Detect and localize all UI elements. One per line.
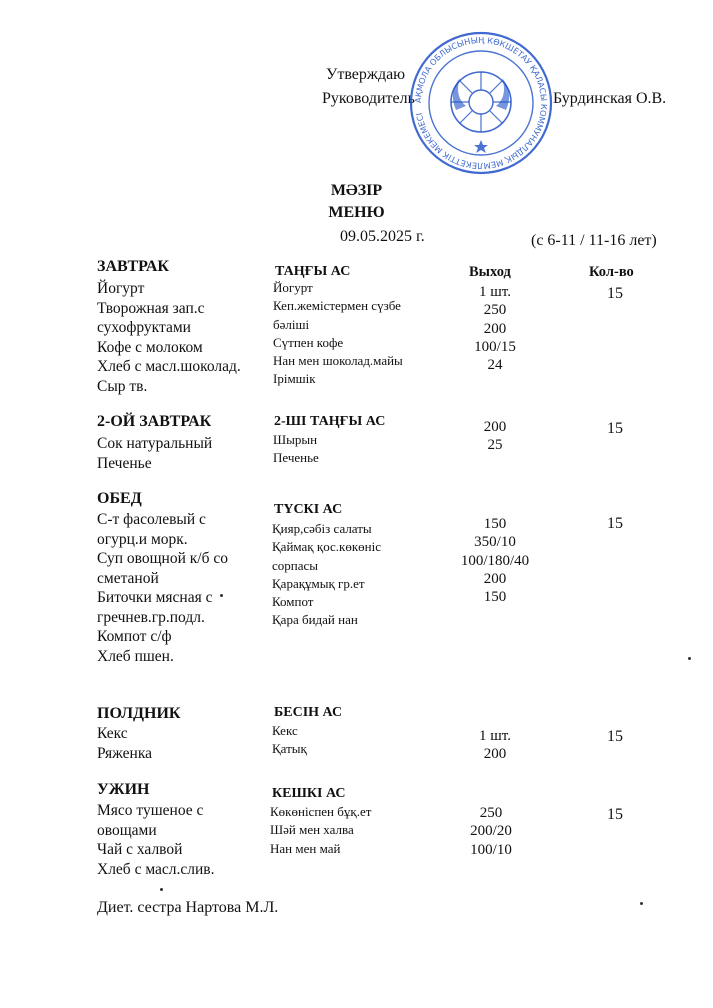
list-item: гречнев.гр.подл. (97, 608, 205, 626)
title-ru: МЕНЮ (328, 204, 385, 221)
list-item: Кекс (97, 725, 128, 742)
list-item: сорпасы (272, 557, 319, 573)
list-item: Хлеб пшен. (97, 647, 174, 665)
meal-kz-items (272, 520, 381, 630)
meal-ru-title: ОБЕД (97, 490, 142, 507)
list-item: Сүтпен кофе (273, 334, 344, 350)
output-value: 150 (483, 589, 507, 606)
meal-kz-title: ТҮСКІ АС (274, 502, 343, 517)
meal-kz-title: 2-ШІ ТАҢҒЫ АС (274, 414, 386, 429)
meal-qty: 15 (607, 515, 623, 532)
output-value: 25 (487, 437, 503, 454)
age-group: (с 6-11 / 11-16 лет) (531, 232, 657, 249)
footer-signature: Диет. сестра Нартова М.Л. (97, 899, 279, 916)
meal-outputs (445, 418, 545, 455)
scan-speck (640, 902, 643, 905)
list-item: Йогурт (273, 280, 313, 295)
output-value: 24 (487, 357, 503, 374)
meal-ru-items (97, 434, 212, 473)
list-item: Кофе с молоком (97, 338, 203, 356)
list-item: бәліші (273, 316, 310, 332)
meal-ru-items (97, 510, 228, 666)
list-item: Компот с/ф (97, 628, 172, 645)
list-item: С-т фасолевый с (97, 511, 206, 528)
approval-name: Бурдинская О.В. (553, 90, 667, 107)
meal-outputs (445, 283, 545, 374)
list-item: Көкөніспен бұқ.ет (270, 804, 372, 819)
output-value: 200 (483, 419, 507, 435)
list-item: Қияр,сәбіз салаты (272, 521, 372, 536)
scan-speck (160, 888, 163, 891)
list-item: Биточки мясная с (97, 589, 213, 606)
official-stamp (408, 30, 554, 176)
output-value: 100/180/40 (460, 552, 530, 569)
meal-kz-items (270, 803, 371, 858)
list-item: Қара бидай нан (272, 612, 358, 628)
meal-ru-title: 2-ОЙ ЗАВТРАК (97, 413, 212, 430)
output-value: 100/15 (474, 338, 516, 355)
meal-kz-items (273, 431, 319, 468)
meal-outputs (445, 515, 545, 606)
list-item: Қатық (272, 741, 307, 757)
approval-line2: Руководитель (322, 90, 415, 107)
list-item: Творожная зап.с (97, 299, 205, 317)
list-item: Хлеб с масл.слив. (97, 860, 215, 878)
list-item: огурц.и морк. (97, 530, 188, 548)
meal-qty: 15 (607, 806, 623, 823)
list-item: Кекс (272, 723, 298, 738)
column-output-header: Выход (469, 264, 511, 280)
output-value: 150 (483, 516, 507, 532)
list-item: сметаной (97, 569, 159, 587)
list-item: сухофруктами (97, 319, 191, 336)
output-value: 200/20 (470, 823, 512, 840)
list-item: Шырын (273, 432, 318, 447)
list-item: Сыр тв. (97, 377, 148, 395)
list-item: Қарақұмық гр.ет (272, 575, 365, 591)
output-value: 250 (483, 302, 507, 319)
meal-ru-title: ПОЛДНИК (97, 705, 181, 722)
list-item: Шәй мен халва (270, 822, 354, 838)
list-item: Печенье (97, 454, 152, 472)
stamp-seal-icon (408, 30, 554, 176)
list-item: Суп овощной к/б со (97, 550, 228, 567)
meal-ru-items (97, 801, 215, 879)
list-item: Нан мен май (270, 840, 341, 856)
list-item: Ірімшік (273, 371, 316, 387)
list-item: Чай с халвой (97, 841, 183, 858)
meal-kz-items (272, 722, 307, 759)
scan-speck (220, 594, 223, 597)
list-item: Печенье (273, 450, 319, 466)
meal-ru-title: ЗАВТРАК (97, 258, 170, 275)
column-qty-header: Кол-во (589, 264, 634, 280)
list-item: Сок натуральный (97, 435, 213, 452)
list-item: Компот (272, 594, 314, 610)
list-item: Кеп.жемістермен сүзбе (273, 298, 401, 314)
meal-qty: 15 (607, 728, 623, 745)
output-value: 100/10 (470, 841, 512, 858)
list-item: Ряженка (97, 744, 153, 762)
meal-ru-items (97, 724, 152, 763)
list-item: овощами (97, 821, 157, 839)
svg-text:АҚМОЛА ОБЛЫСЫНЫҢ КӨКШЕТАУ ҚАЛА (413, 35, 549, 171)
output-value: 1 шт. (479, 728, 511, 744)
meal-kz-title: ТАҢҒЫ АС (275, 264, 351, 279)
output-value: 1 шт. (479, 284, 511, 300)
output-value: 200 (483, 570, 507, 587)
list-item: Қаймақ қос.көкөніс (272, 539, 382, 555)
list-item: Мясо тушеное с (97, 802, 204, 819)
list-item: Хлеб с масл.шоколад. (97, 358, 241, 375)
meal-qty: 15 (607, 420, 623, 437)
list-item: Йогурт (97, 280, 145, 297)
meal-kz-title: БЕСІН АС (274, 705, 343, 720)
meal-ru-title: УЖИН (97, 781, 150, 798)
output-value: 350/10 (474, 534, 516, 551)
meal-ru-items (97, 279, 241, 396)
output-value: 200 (483, 746, 507, 763)
output-value: 200 (483, 320, 507, 337)
meal-qty: 15 (607, 285, 623, 302)
scan-speck (688, 657, 691, 660)
meal-outputs (445, 727, 545, 764)
output-value: 250 (479, 805, 503, 821)
title-kz: МӘЗІР (330, 182, 383, 199)
meal-kz-items (273, 279, 403, 389)
meal-kz-title: КЕШКІ АС (272, 786, 346, 801)
stamp-text: АҚМОЛА ОБЛЫСЫНЫҢ КӨКШЕТАУ ҚАЛАСЫ КОММУНАЛДЫҚ МЕМЛЕКЕТТІК МЕКЕМЕСІ (412, 34, 550, 172)
approval-line1: Утверждаю (326, 66, 406, 83)
list-item: Нан мен шоколад.майы (273, 353, 403, 369)
menu-date: 09.05.2025 г. (340, 228, 425, 245)
meal-outputs (441, 804, 541, 859)
